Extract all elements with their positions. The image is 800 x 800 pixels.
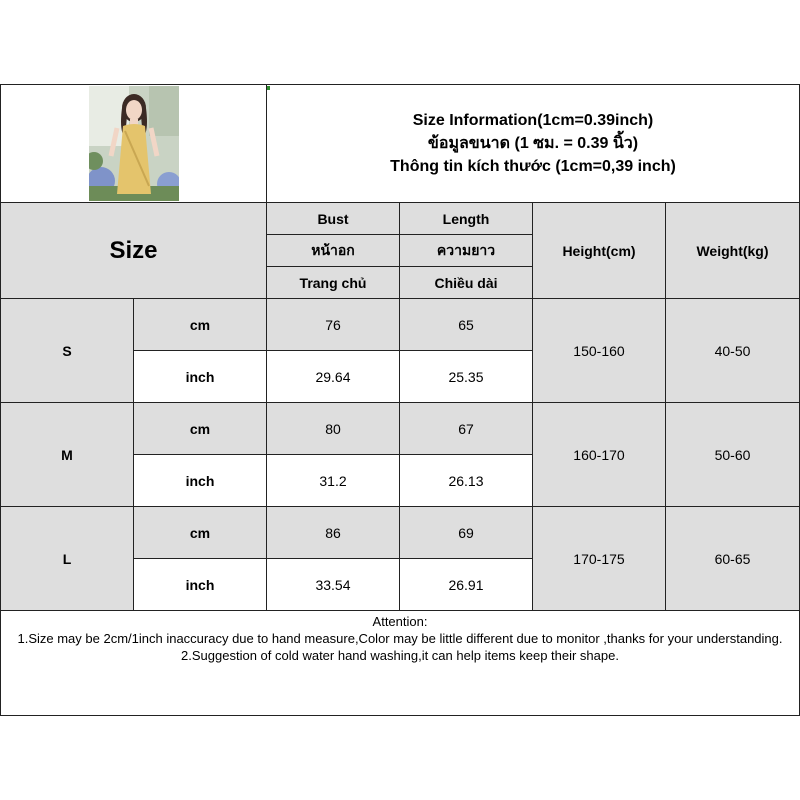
- size-m-label: M: [0, 402, 134, 507]
- size-info-title: [266, 84, 800, 203]
- height-value: 150-160: [532, 298, 666, 403]
- bust-header-th: หน้าอก: [266, 234, 400, 267]
- weight-header: Weight(kg): [665, 202, 800, 299]
- length-cm-value: 67: [399, 402, 533, 455]
- unit-cm-label: cm: [133, 402, 267, 455]
- unit-inch-label: inch: [133, 558, 267, 611]
- attention-heading: Attention:: [372, 614, 428, 629]
- length-inch-value: 26.91: [399, 558, 533, 611]
- unit-inch-label: inch: [133, 454, 267, 507]
- bust-inch-value: 33.54: [266, 558, 400, 611]
- bust-cm-value: 80: [266, 402, 400, 455]
- weight-value: 60-65: [665, 506, 800, 611]
- length-header-en: Length: [399, 202, 533, 235]
- bust-cm-value: 76: [266, 298, 400, 351]
- length-cm-value: 65: [399, 298, 533, 351]
- length-header-th: ความยาว: [399, 234, 533, 267]
- length-cm-value: 69: [399, 506, 533, 559]
- length-inch-value: 25.35: [399, 350, 533, 403]
- size-l-label: L: [0, 506, 134, 611]
- height-value: 160-170: [532, 402, 666, 507]
- size-s-label: S: [0, 298, 134, 403]
- bust-header-en: Bust: [266, 202, 400, 235]
- photo-cell: [0, 84, 267, 203]
- bust-inch-value: 29.64: [266, 350, 400, 403]
- unit-inch-label: inch: [133, 350, 267, 403]
- weight-value: 40-50: [665, 298, 800, 403]
- length-inch-value: 26.13: [399, 454, 533, 507]
- size-chart: [0, 84, 800, 716]
- size-header: Size: [0, 202, 267, 299]
- title-line-th: ข้อมูลขนาด (1 ซม. = 0.39 นิ้ว): [427, 135, 639, 152]
- length-header-vi: Chiều dài: [399, 266, 533, 299]
- unit-cm-label: cm: [133, 298, 267, 351]
- bust-cm-value: 86: [266, 506, 400, 559]
- weight-value: 50-60: [665, 402, 800, 507]
- attention-line-2: 2.Suggestion of cold water hand washing,it can help items keep their shape.: [181, 648, 619, 663]
- height-value: 170-175: [532, 506, 666, 611]
- title-line-vi: Thông tin kích thước (1cm=0,39 inch): [390, 158, 676, 175]
- unit-cm-label: cm: [133, 506, 267, 559]
- bust-header-vi: Trang chủ: [266, 266, 400, 299]
- attention-note: [0, 610, 800, 716]
- bust-inch-value: 31.2: [266, 454, 400, 507]
- height-header: Height(cm): [532, 202, 666, 299]
- title-line-en: Size Information(1cm=0.39inch): [412, 112, 654, 129]
- attention-line-1: 1.Size may be 2cm/1inch inaccuracy due to hand measure,Color may be little different due to monitor ,thanks for your understanding.: [17, 631, 783, 646]
